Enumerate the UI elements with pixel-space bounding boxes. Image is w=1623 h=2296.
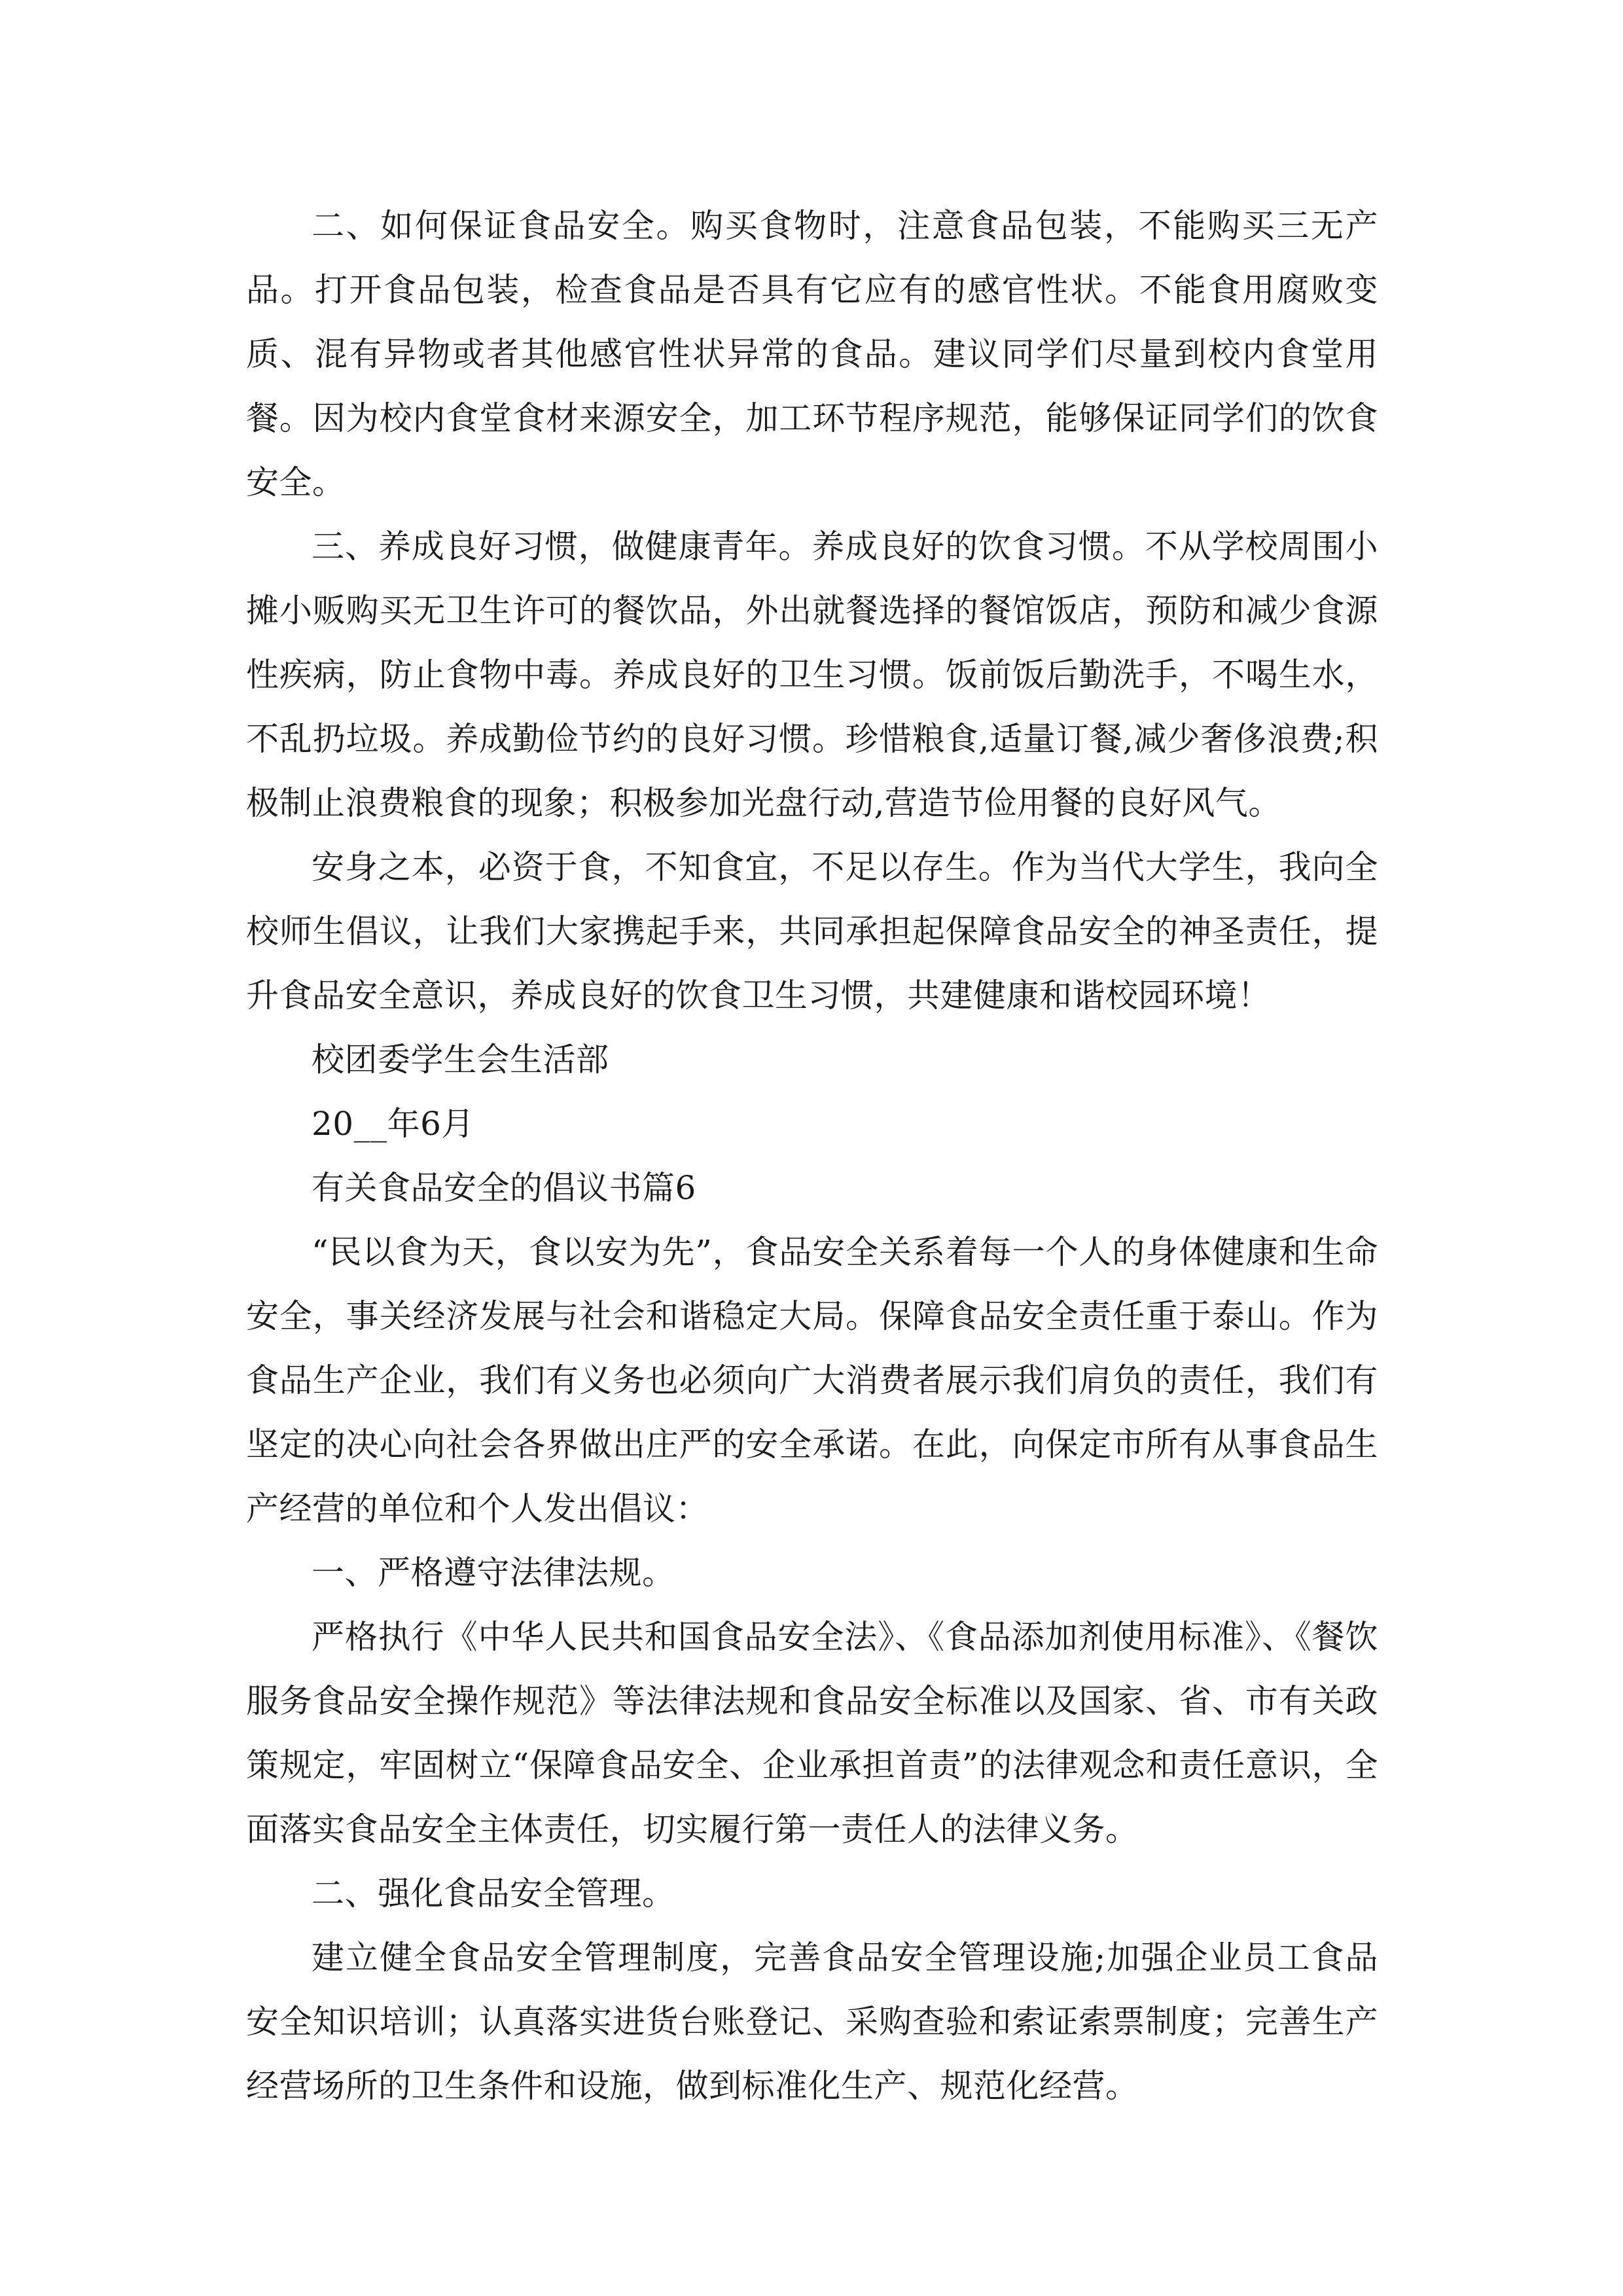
paragraph-closing-appeal: 安身之本，必资于食，不知食宜，不足以存生。作为当代大学生，我向全校师生倡议，让我们大家携起手来，共同承担起保障食品安全的神圣责任，提升食品安全意识，养成良好的饮食卫生习惯，共建健康和谐校园环境！: [246, 848, 1378, 1014]
document-body: [246, 194, 1378, 2118]
paragraph-food-safety-methods: 二、如何保证食品安全。购买食物时，注意食品包装，不能购买三无产品。打开食品包装，检查食品是否具有它应有的感官性状。不能食用腐败变质、混有异物或者其他感官性状异常的食品。建议同学们尽量到校内食堂用餐。因为校内食堂食材来源安全，加工环节程序规范，能够保证同学们的饮食安全。: [246, 207, 1378, 501]
paragraph-strengthen-management: 建立健全食品安全管理制度，完善食品安全管理设施;加强企业员工食品安全知识培训；认真落实进货台账登记、采购查验和索证索票制度；完善生产经营场所的卫生条件和设施，做到标准化生产、规范化经营。: [246, 1939, 1378, 2105]
paragraph-intro: “民以食为天，食以安为先”，食品安全关系着每一个人的身体健康和生命安全，事关经济发展与社会和谐稳定大局。保障食品安全责任重于泰山。作为食品生产企业，我们有义务也必须向广大消费者展示我们肩负的责任，我们有坚定的决心向社会各界做出庄严的安全承诺。在此，向保定市所有从事食品生产经营的单位和个人发出倡议：: [246, 1233, 1378, 1528]
heading-strengthen-management: 二、强化食品安全管理。: [312, 1874, 675, 1912]
signature-date: 20__年6月: [312, 1105, 474, 1143]
paragraph-good-habits: 三、养成良好习惯，做健康青年。养成良好的饮食习惯。不从学校周围小摊小贩购买无卫生许可的餐饮品，外出就餐选择的餐馆饭店，预防和减少食源性疾病，防止食物中毒。养成良好的卫生习惯。饭前饭后勤洗手，不喝生水，不乱扔垃圾。养成勤俭节约的良好习惯。珍惜粮食,适量订餐,减少奢侈浪费;积极制止浪费粮食的现象；积极参加光盘行动,营造节俭用餐的良好风气。: [246, 528, 1378, 822]
signature-organization: 校团委学生会生活部: [312, 1041, 609, 1079]
paragraph-comply-laws: 严格执行《中华人民共和国食品安全法》、《食品添加剂使用标准》、《餐饮服务食品安全操作规范》等法律法规和食品安全标准以及国家、省、市有关政策规定，牢固树立“保障食品安全、企业承担首责”的法律观念和责任意识，全面落实食品安全主体责任，切实履行第一责任人的法律义务。: [246, 1618, 1378, 1848]
section-title: 有关食品安全的倡议书篇6: [312, 1169, 696, 1207]
heading-comply-laws: 一、严格遵守法律法规。: [312, 1554, 675, 1592]
